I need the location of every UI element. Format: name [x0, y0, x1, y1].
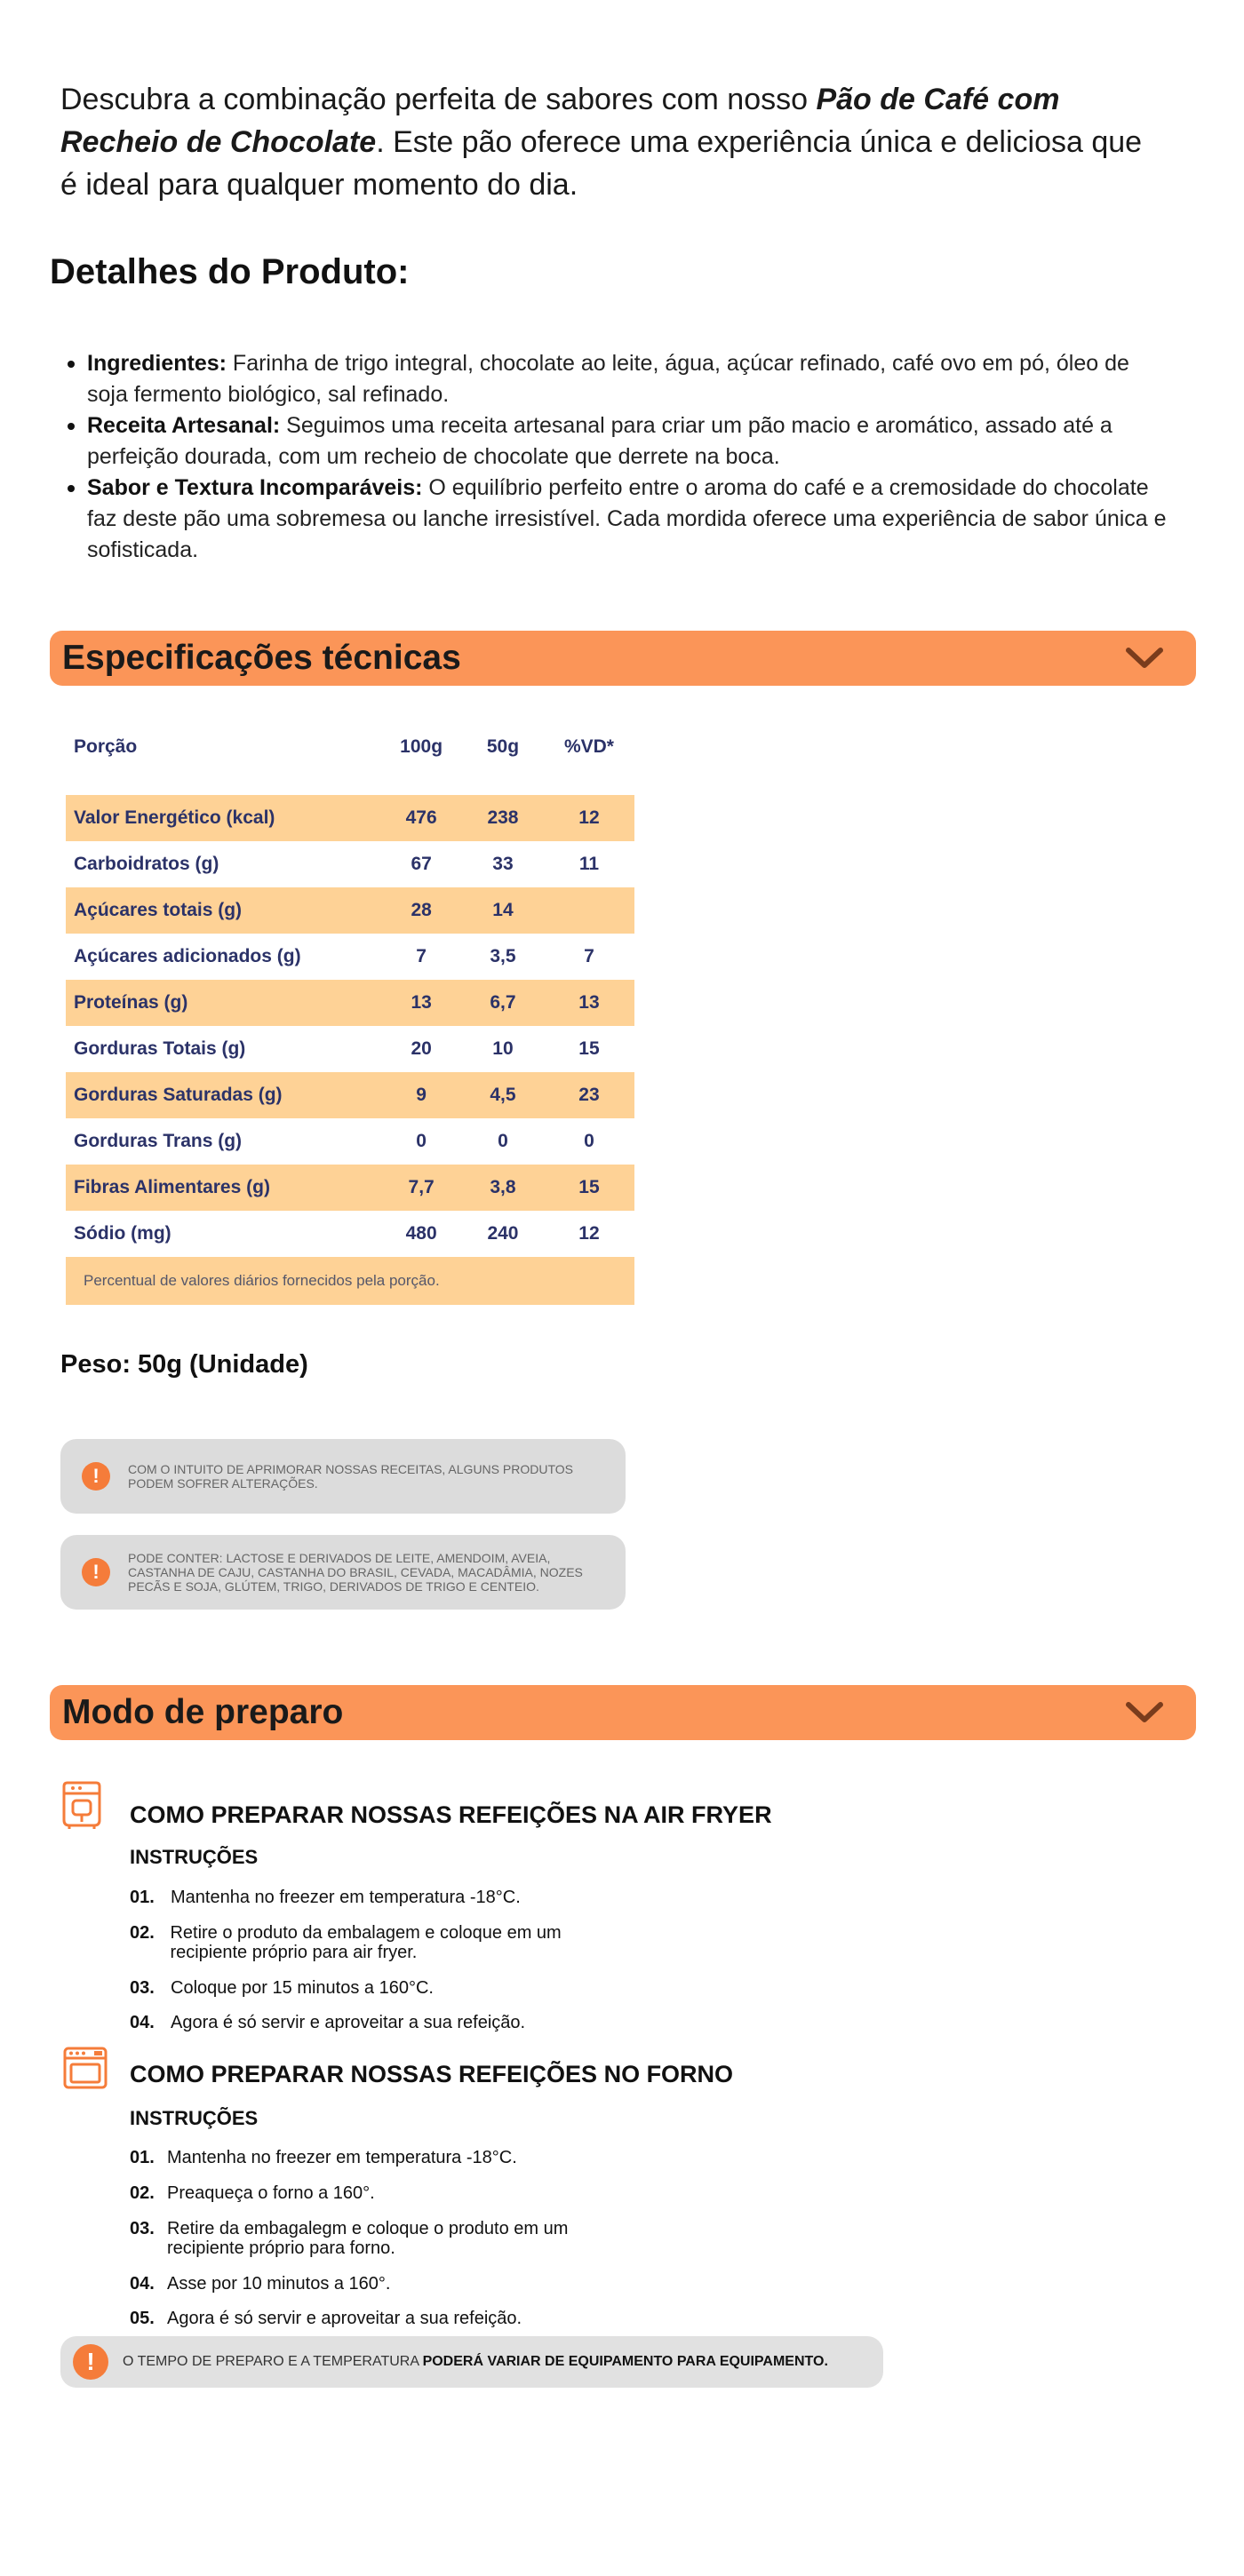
- step-text: Mantenha no freezer em temperatura -18°C.: [167, 2148, 517, 2167]
- detail-label: Sabor e Textura Incomparáveis:: [87, 475, 423, 500]
- table-row: [66, 980, 634, 1026]
- table-footnote-row: [66, 1257, 634, 1305]
- cell-100g: 9: [380, 1072, 462, 1118]
- detail-ingredients: [87, 348, 1171, 410]
- step-number: 04.: [130, 2274, 155, 2294]
- row-label: Fibras Alimentares (g): [66, 1165, 380, 1211]
- step-text: Preaqueça o forno a 160°.: [167, 2183, 375, 2203]
- header-100g: 100g: [400, 736, 443, 757]
- notice-text-start: O TEMPO DE PREPARO E A TEMPERATURA: [123, 2354, 423, 2369]
- step-text: Agora é só servir e aproveitar a sua refeição.: [171, 2013, 526, 2032]
- allergen-text: PODE CONTER: LACTOSE E DERIVADOS DE LEITE, AMENDOIM, AVEIA, CASTANHA DE CAJU, CASTANHA DO BRASIL, CEVADA, MACADÂMIA, NOZES PECÃS E SOJA, GLÚTEM, TRIGO, DERIVADOS DE TRIGO E CENTEIO.: [128, 1551, 583, 1594]
- airfryer-instructions-label: INSTRUÇÕES: [130, 1846, 259, 1868]
- step-text: Coloque por 15 minutos a 160°C.: [171, 1978, 434, 1998]
- cell-vd: 0: [584, 1131, 594, 1151]
- product-weight: Peso: 50g (Unidade): [60, 1350, 308, 1379]
- cell-vd: 11: [578, 854, 600, 874]
- cell-50g: 240: [487, 1223, 519, 1244]
- cell-100g: 28: [380, 887, 462, 934]
- step-text: Asse por 10 minutos a 160°.: [167, 2274, 391, 2294]
- oven-step: [130, 2274, 390, 2294]
- step-number: 02.: [130, 2183, 155, 2203]
- step-number: 03.: [130, 1978, 155, 1998]
- row-label: Açúcares totais (g): [66, 887, 380, 934]
- cell-50g: 33: [492, 854, 514, 874]
- prep-accordion-header[interactable]: [50, 1685, 1196, 1740]
- cell-vd: 13: [544, 980, 634, 1026]
- exclamation-icon: !: [82, 1462, 110, 1491]
- row-label: Sódio (mg): [74, 1223, 171, 1244]
- cell-100g: 13: [380, 980, 462, 1026]
- intro-text-end: . Este pão oferece uma experiência única e deliciosa que é ideal para qualquer momento do dia.: [60, 125, 1143, 202]
- table-spacer: [66, 770, 634, 795]
- step-number: 05.: [130, 2309, 155, 2328]
- row-label: Valor Energético (kcal): [66, 795, 380, 841]
- cell-vd: 7: [584, 946, 594, 966]
- cell-50g: 0: [498, 1131, 508, 1151]
- airfryer-step: [130, 2013, 525, 2032]
- specs-accordion-header[interactable]: [50, 631, 1196, 686]
- oven-step: [130, 2183, 375, 2203]
- intro-paragraph: [60, 78, 1144, 206]
- table-row: [66, 795, 634, 841]
- step-text: Mantenha no freezer em temperatura -18°C.: [171, 1888, 521, 1907]
- cell-vd: [544, 887, 634, 934]
- step-text: Agora é só servir e aproveitar a sua refeição.: [167, 2309, 522, 2328]
- cell-100g: 7,7: [380, 1165, 462, 1211]
- detail-text: O equilíbrio perfeito entre o aroma do café e a cremosidade do chocolate faz deste pão uma sobremesa ou lanche irresistível. Cada mordida oferece uma experiência de sabor única e sofisticada.: [87, 475, 1167, 562]
- row-label: Gorduras Totais (g): [74, 1038, 246, 1059]
- table-row: [66, 887, 634, 934]
- step-number: 03.: [130, 2219, 155, 2238]
- row-label: Proteínas (g): [66, 980, 380, 1026]
- notice-text: [123, 2354, 828, 2370]
- cell-50g: 238: [462, 795, 544, 841]
- row-label: Gorduras Saturadas (g): [66, 1072, 380, 1118]
- recipe-change-notice: [60, 1439, 626, 1514]
- cell-vd: 12: [544, 795, 634, 841]
- header-vd: %VD*: [563, 736, 614, 757]
- cell-100g: 7: [416, 946, 427, 966]
- notice-text: COM O INTUITO DE APRIMORAR NOSSAS RECEITAS, ALGUNS PRODUTOS PODEM SOFRER ALTERAÇÕES.: [128, 1462, 573, 1491]
- oven-step: [130, 2219, 610, 2258]
- intro-text-start: Descubra a combinação perfeita de sabores com nosso: [60, 83, 817, 116]
- table-row: [66, 1072, 634, 1118]
- details-title: Detalhes do Produto:: [50, 252, 410, 291]
- detail-recipe: [87, 410, 1171, 473]
- table-row: [66, 1165, 634, 1211]
- airfryer-heading: COMO PREPARAR NOSSAS REFEIÇÕES NA AIR FRYER: [130, 1801, 772, 1828]
- airfryer-step: [130, 1978, 434, 1998]
- chevron-down-icon[interactable]: [1123, 1695, 1166, 1730]
- table-footnote: Percentual de valores diários fornecidos pela porção.: [66, 1257, 634, 1305]
- cell-vd: 15: [544, 1165, 634, 1211]
- detail-text: Farinha de trigo integral, chocolate ao leite, água, açúcar refinado, café ovo em pó, óleo de soja fermento biológico, sal refinado.: [87, 351, 1129, 407]
- table-row: [66, 1118, 634, 1165]
- header-50g: 50g: [486, 736, 520, 757]
- cell-100g: 0: [416, 1131, 427, 1151]
- table-row: [66, 841, 634, 887]
- cell-vd: 23: [544, 1072, 634, 1118]
- oven-step: [130, 2148, 517, 2167]
- oven-icon: [62, 2046, 108, 2095]
- step-text: Retire da embagalegm e coloque o produto em um recipiente próprio para forno.: [167, 2219, 569, 2258]
- exclamation-icon: !: [82, 1558, 110, 1586]
- cell-vd: 15: [578, 1038, 600, 1059]
- chevron-down-icon[interactable]: [1123, 640, 1166, 676]
- step-number: 01.: [130, 1888, 155, 1907]
- table-row: [66, 1211, 634, 1257]
- table-row: [66, 1026, 634, 1072]
- cell-50g: 6,7: [462, 980, 544, 1026]
- row-label: Gorduras Trans (g): [74, 1131, 243, 1151]
- details-list: [87, 348, 1171, 566]
- detail-label: Receita Artesanal:: [87, 413, 281, 438]
- specs-title: Especificações técnicas: [62, 639, 461, 677]
- cell-50g: 10: [492, 1038, 514, 1059]
- airfryer-step: [130, 1888, 521, 1907]
- cell-100g: 476: [380, 795, 462, 841]
- row-label: Açúcares adicionados (g): [74, 946, 301, 966]
- cell-100g: 20: [411, 1038, 432, 1059]
- oven-step: [130, 2309, 522, 2328]
- notice-text-bold: PODERÁ VARIAR DE EQUIPAMENTO PARA EQUIPAMENTO.: [422, 2354, 828, 2369]
- air-fryer-icon: [60, 1779, 103, 1835]
- cell-100g: 67: [411, 854, 432, 874]
- nutrition-table: [66, 724, 634, 1305]
- detail-label: Ingredientes:: [87, 351, 227, 376]
- step-number: 01.: [130, 2148, 155, 2167]
- cell-100g: 480: [405, 1223, 437, 1244]
- oven-instructions-label: INSTRUÇÕES: [130, 2107, 259, 2129]
- step-text: Retire o produto da embalagem e coloque em um recipiente próprio para air fryer.: [170, 1923, 562, 1962]
- detail-flavor: [87, 473, 1171, 566]
- table-header-row: [66, 724, 634, 770]
- step-number: 04.: [130, 2013, 155, 2032]
- oven-heading: COMO PREPARAR NOSSAS REFEIÇÕES NO FORNO: [130, 2061, 734, 2087]
- prep-title: Modo de preparo: [62, 1693, 344, 1731]
- cell-vd: 12: [578, 1223, 600, 1244]
- header-portion: Porção: [74, 736, 138, 757]
- exclamation-icon: !: [73, 2344, 108, 2380]
- allergen-notice: [60, 1535, 626, 1610]
- airfryer-step: [130, 1923, 574, 1962]
- step-number: 02.: [130, 1923, 155, 1943]
- cell-50g: 3,8: [462, 1165, 544, 1211]
- cell-50g: 3,5: [490, 946, 516, 966]
- cell-50g: 14: [462, 887, 544, 934]
- table-row: [66, 934, 634, 980]
- prep-time-notice: [60, 2336, 883, 2388]
- product-name: Pão de Café com Recheio de Chocolate: [60, 83, 1060, 159]
- detail-text: Seguimos uma receita artesanal para criar um pão macio e aromático, assado até a perfeição dourada, com um recheio de chocolate que derrete na boca.: [87, 413, 1112, 469]
- cell-50g: 4,5: [462, 1072, 544, 1118]
- row-label: Carboidratos (g): [74, 854, 219, 874]
